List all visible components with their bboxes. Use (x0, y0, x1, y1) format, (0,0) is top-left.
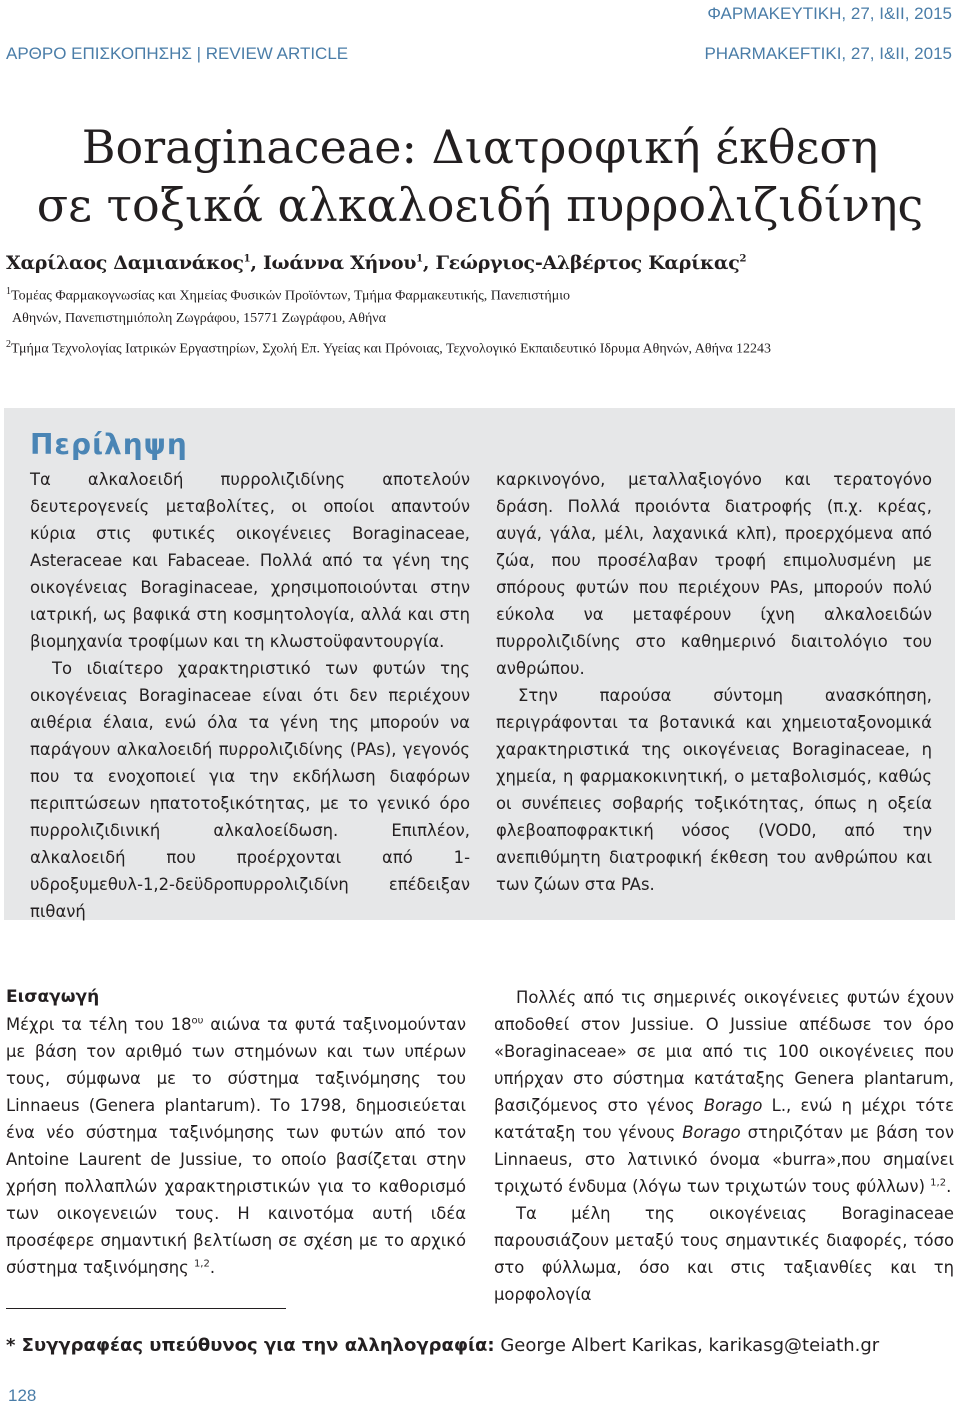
intro-paragraph-3: Τα μέλη της οικογένειας Boraginaceae παρουσιάζουν μεταξύ τους σημαντικές διαφορές, τόσο στο φύλλωμα, όσο και στις ταξιανθίες και τη μορφολογία (494, 1204, 954, 1304)
affiliation-1-line-2: Αθηνών, Πανεπιστημιόπολη Ζωγράφου, 15771 Ζωγράφου, Αθήνα (12, 311, 386, 326)
author-1-affiliation: 1 (243, 253, 251, 265)
intro-text-end-2: . (946, 1177, 952, 1196)
abstract-box (4, 408, 955, 920)
page-number: 128 (8, 1386, 37, 1405)
genus-name-italic: Borago (703, 1096, 763, 1115)
genus-name-italic-2: Borago (682, 1123, 741, 1142)
author-list (6, 252, 746, 274)
intro-text-d: L., ενώ η μέχρι τότε κατάταξη του γένους (494, 1096, 954, 1142)
journal-name-greek: ΦΑΡΜΑΚΕΥΤΙΚΗ, 27, I&II, 2015 (707, 4, 952, 23)
body-left-column (6, 984, 466, 1281)
author-2-affiliation: 1 (416, 253, 423, 265)
intro-paragraph-1 (6, 1011, 466, 1281)
intro-text-e: στηριζόταν με βάση τον Linnaeus, στο λατινικό όνομα «burra»,που σημαίνει τριχωτό ένδυμα (λόγω των τριχωτών τους φύλλων) (494, 1123, 954, 1196)
intro-text-a: Μέχρι τα τέλη του 18 (6, 1015, 192, 1034)
abstract-left-column (30, 466, 470, 925)
abstract-paragraph-2: Το ιδιαίτερο χαρακτηριστικό των φυτών της οικογένειας Boraginaceae είναι ότι δεν περιέχουν αιθέρια έλαια, ενώ όλα τα γένη της μπορούν να παράγουν αλκαλοειδή πυρρολιζιδίνης (PAs), γεγονός που τα ενοχοποιεί για την εκδήλωση διαφόρων περιπτώσεων ηπατοτοξικότητας, με το γενικό όρο πυρρολιζιδινική αλκαλοείδωση. Επιπλέον, αλκαλοειδή που προέρχονται από 1-υδροξυμεθυλ-1,2-δεϋδροπυρρολιζιδίνη επέδειξαν πιθανή (30, 659, 470, 921)
abstract-paragraph-4: Στην παρούσα σύντομη ανασκόπηση, περιγράφονται τα βοτανικά και χημειοταξονομικά χαρακτηριστικά της οικογένειας Boraginaceae, η χημεία, η φαρμακοκινητική, ο μεταβολισμός, καθώς οι συνέπειες σοβαρής τοξικότητας, όπως η οξεία φλεβοαποφρακτική νόσος (VOD0, από την ανεπιθύμητη διατροφική έκθεση του ανθρώπου και των ζώων στα PAs. (496, 686, 932, 894)
title-line-2: σε τοξικά αλκαλοειδή πυρρολιζιδίνης (36, 178, 924, 232)
affiliation-2-marker: 2 (6, 339, 11, 350)
article-title (0, 118, 960, 234)
article-type: ΑΡΘΡΟ ΕΠΙΣΚΟΠΗΣΗΣ | REVIEW ARTICLE (6, 44, 349, 63)
abstract-paragraph-1: Τα αλκαλοειδή πυρρολιζιδίνης αποτελούν δευτερογενείς μεταβολίτες, οι οποίοι απαντούν κύρια στις φυτικές οικογένειες Boraginaceae, Asteraceae και Fabaceae. Πολλά από τα γένη της οικογένειας Boraginaceae, χρησιμοποιούνται στην ιατρική, ως βαφικά στη κοσμητολογία, αλλά και στη βιομηχανία τροφίμων και τη κλωστοϋφαντουργία. (30, 470, 470, 651)
corresponding-author-note (6, 1335, 879, 1356)
affiliation-2 (6, 339, 771, 358)
intro-text-b: αιώνα τα φυτά ταξινομούνταν με βάση τον αριθμό των στημόνων και των υπέρων τους, σύμφωνα με το σύστημα ταξινόμησης του Linnaeus (Genera plantarum). Το 1798, δημοσιεύεται ένα νέο σύστημα ταξινόμησης των φυτών από τον Antoine Laurent de Jussiue, το οποίο βασίζεται στην χρήση πολλαπλών χαρακτηριστικών για το καθορισμό των οικογενειών τους. Η καινοτόμα αυτή ιδέα προσέφερε σημαντική βελτίωση σε σχέση με το αρχικό σύστημα ταξινόμησης (6, 1015, 466, 1277)
corresponding-author-contact: George Albert Karikas, karikasg@teiath.gr (494, 1335, 880, 1356)
ordinal-suffix: ου (191, 1015, 204, 1027)
affiliation-1-line-1: Τομέας Φαρμακογνωσίας και Χημείας Φυσικών Προϊόντων, Τμήμα Φαρμακευτικής, Πανεπιστήμιο (11, 288, 571, 304)
affiliation-1 (6, 286, 570, 305)
section-heading-introduction: Εισαγωγή (6, 987, 100, 1007)
footnote-divider (6, 1308, 286, 1309)
intro-text-c: Πολλές από τις σημερινές οικογένειες φυτών έχουν αποδοθεί στον Jussiue. Ο Jussiue απέδωσε τον όρο «Boraginaceae» σε μια από τις 100 οικογένειες που υπήρχαν στο σύστημα κατάταξης Genera plantarum, βασιζόμενος στο γένος (494, 988, 954, 1115)
intro-paragraph-2 (494, 984, 954, 1200)
abstract-paragraph-3: καρκινογόνο, μεταλλαξιογόνο και τερατογόνο δράση. Πολλά προιόντα διατροφής (π.χ. κρέας, αυγά, γάλα, μέλι, λαχανικά κλπ), προερχόμενα από ζώα, που προσέλαβαν τροφή επιμολυσμένη με σπόρους φυτών που περιέχουν PAs, μπορούν πολύ εύκολα να μεταφέρουν ίχνη αλκαλοειδών πυρρολιζιδίνης στο καθημερινό διαιτολόγιο του ανθρώπου. (496, 470, 932, 678)
corresponding-author-label: * Συγγραφέας υπεύθυνος για την αλληλογραφία: (6, 1335, 495, 1356)
citation-ref[interactable]: 1,2 (193, 1258, 210, 1270)
author-2: , Ιωάννα Χήνου (250, 252, 417, 274)
affiliation-1-marker: 1 (6, 286, 11, 297)
intro-text-end: . (209, 1258, 216, 1277)
author-3-affiliation: 2 (739, 253, 747, 265)
body-right-column (494, 984, 954, 1308)
abstract-right-column (496, 466, 932, 898)
affiliation-2-text: Τμήμα Τεχνολογίας Ιατρικών Εργαστηρίων, Σχολή Επ. Υγείας και Πρόνοιας, Τεχνολογικό Εκπαιδευτικό Ιδρυμα Αθηνών, Αθήνα 12243 (11, 341, 772, 357)
author-3: , Γεώργιος-Αλβέρτος Καρίκας (422, 252, 740, 274)
abstract-heading: Περίληψη (30, 428, 188, 461)
title-line-1: Boraginaceae: Διατροφική έκθεση (81, 120, 879, 174)
journal-name-english: PHARMAKEFTIKI, 27, I&II, 2015 (704, 44, 952, 63)
citation-ref-2[interactable]: 1,2 (930, 1177, 947, 1189)
author-1: Χαρίλαος Δαμιανάκος (6, 252, 244, 274)
